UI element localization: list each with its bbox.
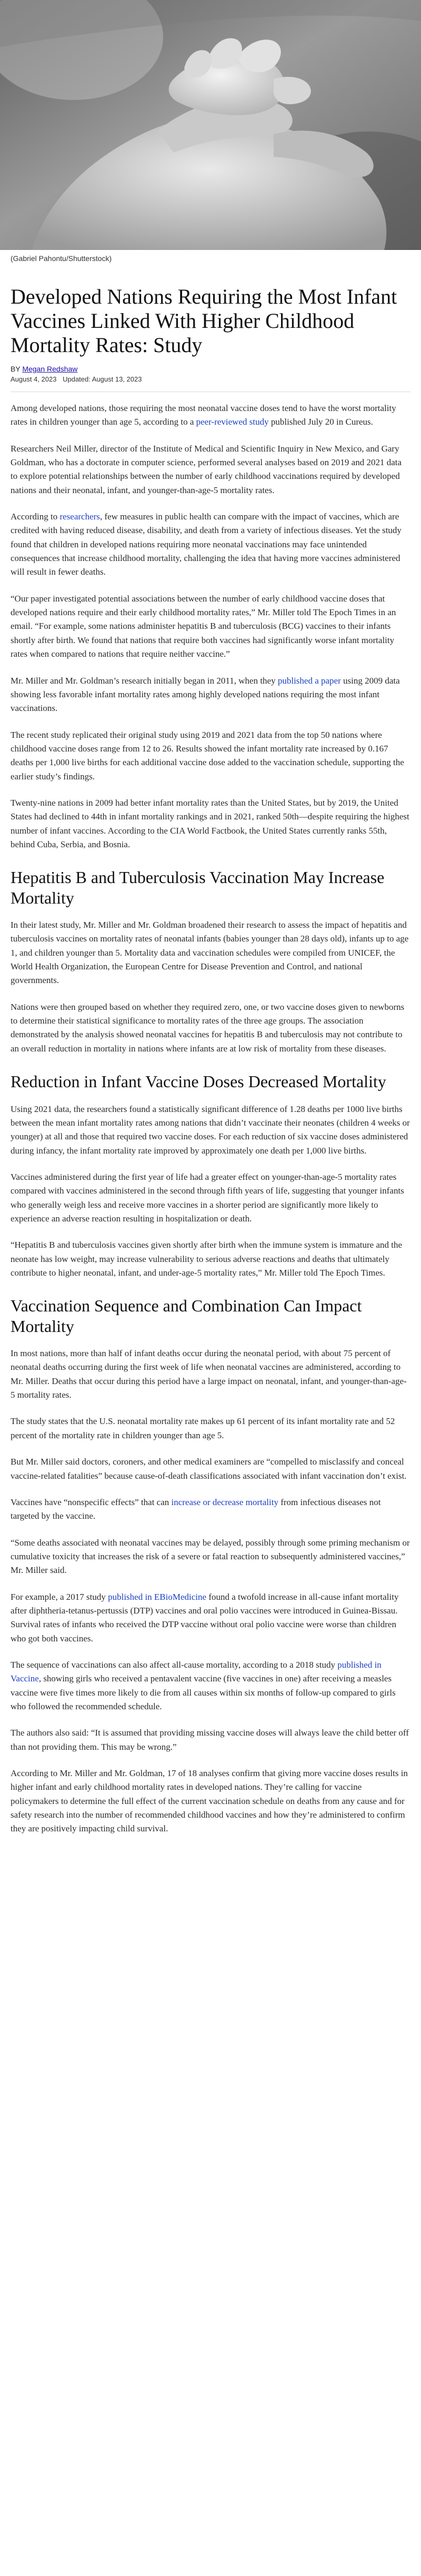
article-paragraph [11,1415,410,1442]
intro-paragraphs [11,402,410,851]
section-heading: Hepatitis B and Tuberculosis Vaccination May Increase Mortality [11,868,385,907]
author-link[interactable]: Megan Redshaw [22,365,78,373]
article-paragraph [11,1726,410,1754]
paragraph-text: from infectious diseases not targeted by the vaccine. [11,1497,381,1521]
article-paragraph [11,1238,410,1280]
updated-date: Updated: August 13, 2023 [63,375,142,383]
paragraph-text: Twenty-nine nations in 2009 had better infant mortality rates than the United States, but by 2019, the United States had declined to 44th in infant mortality rankings and in 2021, ranked 50th—despite requiring the highest number of infant vaccines. According to the CIA World Factbook, the United States currently ranks 55th, behind Cuba, Serbia, and Bosnia. [11,797,409,849]
article [0,285,421,1836]
paragraph-text: found a twofold increase in all-cause infant mortality after diphtheria-tetanus-pertussis (DTP) vaccines and oral polio vaccines were introduced in Guinea-Bissau. Survival rates of infants who received the DTP vaccine without oral polio vaccine were worse than children who got both vaccines. [11,1591,399,1643]
paragraph-text: published July 20 in Cureus. [268,417,373,427]
article-paragraph [11,1170,410,1226]
paragraph-text: In their latest study, Mr. Miller and Mr. Goldman broadened their research to assess the impact of hepatitis and tuberculosis vaccines on mortality rates of neonatal infants (babies younger than 28 days old), infants up to age 1, and children younger than 5. Mortality data and vaccination schedules were compiled from UNICEF, the World Health Organization, the European Centre for Disease Prevention and Control, and national governments. [11,920,409,986]
article-paragraph [11,918,410,988]
paragraph-text: Using 2021 data, the researchers found a statistically significant difference of 1.28 deaths per 1000 live births between the mean infant mortality rates among nations that didn’t vaccinate their neonates (children 4 weeks or younger) at all and those that required two vaccine doses. For each reduction of six vaccine doses administered during infancy, the infant mortality rate improved by approximately one death per 1,000 live births. [11,1104,410,1156]
paragraph-text: The study states that the U.S. neonatal mortality rate makes up 61 percent of its infant mortality rate and 52 percent of the mortality rate in children younger than age 5. [11,1416,395,1440]
article-title: Developed Nations Requiring the Most Infant Vaccines Linked With Higher Childhood Mortality Rates: Study [11,285,397,357]
inline-link[interactable]: researchers [59,512,100,522]
inline-link[interactable]: published in EBioMedicine [108,1591,207,1602]
paragraph-text: Among developed nations, those requiring the most neonatal vaccine doses tend to have the worst mortality rates in children younger than age 5, according to a [11,403,396,427]
paragraph-text: Researchers Neil Miller, director of the Institute of Medical and Scientific Inquiry in New Mexico, and Gary Goldman, who has a doctorate in computer science, performed several analyses based on 2019 and 2021 data to explore potential relationships between the number of early childhood vaccinations required by developed nations and their neonatal, infant, and younger-than-age-5 mortality rates. [11,443,402,495]
article-paragraph [11,1590,410,1646]
paragraph-text: Vaccines administered during the first year of life had a greater effect on younger-than-age-5 mortality rates compared with vaccines administered in the second through fifth years of life, suggesting that younger infants who generally weigh less and receive more vaccines in a shorter period are significantly more likely to experience an adverse reaction resulting in hospitalization or death. [11,1171,404,1224]
article-paragraph [11,796,410,851]
article-dates [11,375,410,383]
article-sections [11,867,410,1836]
article-paragraph [11,1658,410,1713]
byline [11,365,410,373]
article-paragraph [11,1102,410,1158]
article-paragraph [11,1496,410,1523]
article-paragraph [11,1000,410,1056]
paragraph-text: “Hepatitis B and tuberculosis vaccines given shortly after birth when the immune system is immature and the neonate has low weight, may increase vulnerability to serious adverse reactions and deaths that ultimately contribute to higher neonatal, infant, and under-age-5 mortality rates,” Mr. Miller told The Epoch Times. [11,1240,403,1278]
paragraph-text: “Some deaths associated with neonatal vaccines may be delayed, possibly through some priming mechanism or cumulative toxicity that increases the risk of a severe or fatal reaction to subsequently administered vaccines,” Mr. Miller said. [11,1537,410,1576]
inline-link[interactable]: published in Vaccine [11,1659,382,1684]
paragraph-text: According to Mr. Miller and Mr. Goldman, 17 of 18 analyses confirm that giving more vaccine doses results in higher infant and early childhood mortality rates in developed nations. They’re calling for vaccine policymakers to determine the full effect of the current vaccination schedule on deaths from any cause and for safety research into the number of recommended childhood vaccines and how they’re administered to confirm they are positively impacting child survival. [11,1768,408,1834]
inline-link[interactable]: published a paper [277,675,341,686]
inline-link[interactable]: peer-reviewed study [196,417,269,427]
byline-prefix: BY [11,365,23,373]
paragraph-text: The recent study replicated their original study using 2019 and 2021 data from the top 50 nations where childhood vaccine doses range from 12 to 26. Results showed the infant mortality rate increased by 0.167 deaths per 1,000 live births for each additional vaccine dose added to the vaccination schedule, supporting the earlier study’s findings. [11,729,404,781]
article-paragraph [11,1767,410,1836]
hands-holding-baby-hand-photo-icon [0,0,421,250]
article-paragraph [11,1455,410,1483]
paragraph-text: Mr. Miller and Mr. Goldman’s research initially began in 2011, when they [11,675,278,686]
paragraph-text: In most nations, more than half of infant deaths occur during the neonatal period, with about 75 percent of neonatal deaths occurring during the first week of life when neonatal vaccines are administered, according to Mr. Miller. Deaths that occur during this period have a large impact on neonatal, infant, and younger-than-age-5 mortality rates. [11,1348,407,1400]
paragraph-text: Vaccines have “nonspecific effects” that can [11,1497,172,1507]
paragraph-text: According to [11,512,60,522]
article-paragraph [11,728,410,784]
paragraph-text: , few measures in public health can compare with the impact of vaccines, which are credited with having reduced disease, disability, and death from a variety of infectious diseases. Yet the study found that children in developed nations requiring more neonatal vaccinations may face unintended consequences that increase childhood mortality, challenging the idea that having more vaccines administered will result in fewer deaths. [11,512,402,577]
paragraph-text: The sequence of vaccinations can also affect all-cause mortality, according to a 2018 study [11,1659,338,1670]
article-paragraph [11,402,410,429]
image-caption: (Gabriel Pahontu/Shutterstock) [11,254,112,263]
published-date: August 4, 2023 [11,375,57,383]
section-heading: Reduction in Infant Vaccine Doses Decreased Mortality [11,1072,386,1091]
paragraph-text: Nations were then grouped based on whether they required zero, one, or two vaccine doses given to newborns to determine their statistical significance to mortality rates of the three age groups. The association demonstrated by the analysis showed neonatal vaccines for hepatitis B and tuberculosis may not contribute to an overall reduction in mortality in nations where infants are at low risk of mortality from these diseases. [11,1001,405,1054]
section-heading: Vaccination Sequence and Combination Can Impact Mortality [11,1296,362,1336]
inline-link[interactable]: increase or decrease mortality [171,1497,278,1507]
paragraph-text: “Our paper investigated potential associations between the number of early childhood vaccine doses that developed nations require and their early childhood mortality rates,” Mr. Miller told The Epoch Times in an email. “For example, some nations administer hepatitis B and tuberculosis (BCG) vaccines to their infants shortly after birth. We found that nations that require both vaccines had significantly worse infant mortality rates when compared to nations that require neither vaccine.” [11,593,396,659]
article-paragraph [11,1347,410,1402]
paragraph-text: The authors also said: “It is assumed that providing missing vaccine doses will always leave the child better off than not providing them. This may be wrong.” [11,1728,409,1752]
article-paragraph [11,1536,410,1578]
paragraph-text: , showing girls who received a pentavalent vaccine (five vaccines in one) after receiving a measles vaccine were five times more likely to die from all causes within six months of follow-up compared to girls who followed the recommended schedule. [11,1673,396,1711]
paragraph-text: But Mr. Miller said doctors, coroners, and other medical examiners are “compelled to misclassify and conceal vaccine-related fatalities” because cause-of-death classifications associated with infant vaccination don’t exist. [11,1457,407,1481]
article-paragraph [11,510,410,579]
paragraph-text: For example, a 2017 study [11,1591,108,1602]
article-paragraph [11,592,410,661]
article-paragraph [11,674,410,716]
article-paragraph [11,442,410,497]
paragraph-text: using 2009 data showing less favorable infant mortality rates among highly developed nations requiring the most infant vaccinations. [11,675,400,714]
hero-image [0,0,421,250]
